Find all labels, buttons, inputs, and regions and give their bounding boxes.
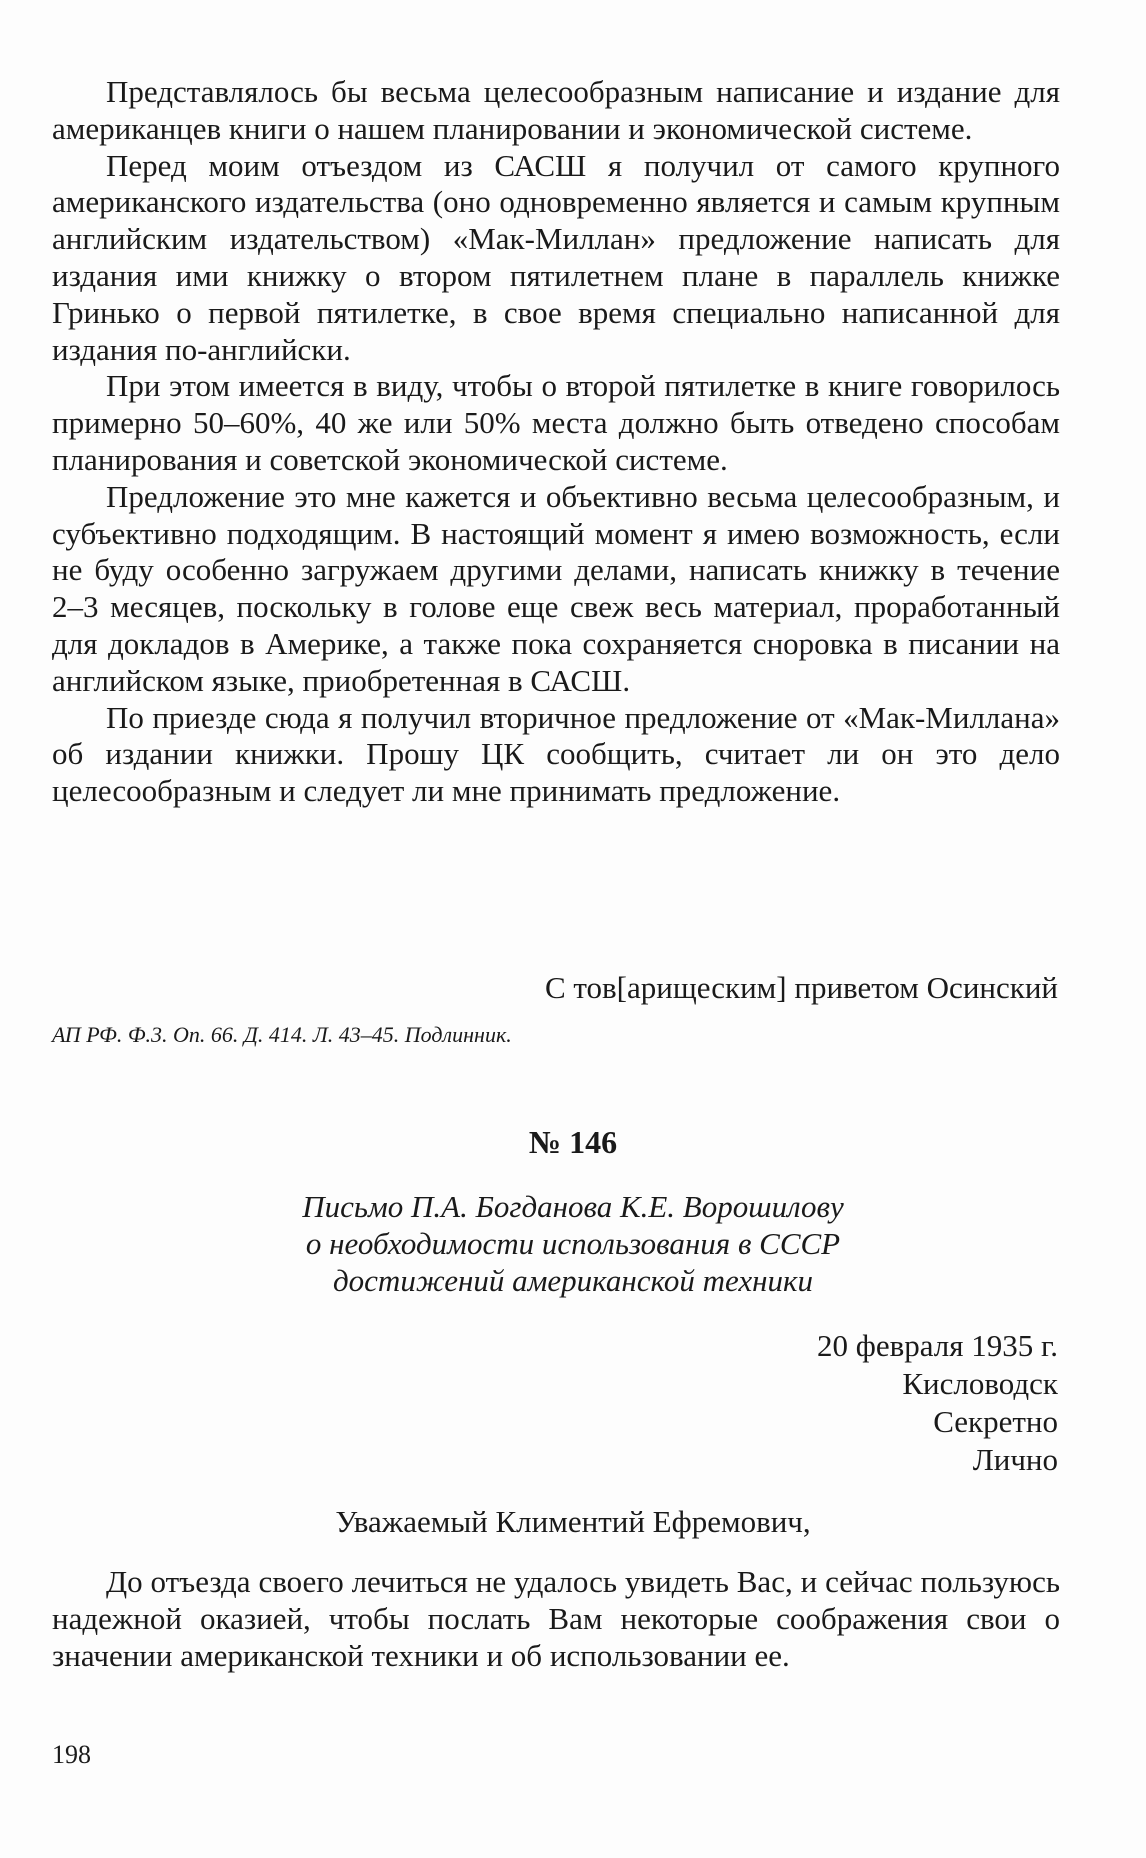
letter-paragraph-3: При этом имеется в виду, чтобы о второй пятилетке в книге говорилось примерно 50–60%, 40 же или 50% места должно быть отведено способам планирования и советской экономической системе. — [52, 368, 1060, 477]
letter-signature: С тов[арищеским] приветом Осинский — [544, 970, 1058, 1005]
letter-paragraph-4: Предложение это мне кажется и объективно весьма целесообразным, и субъективно подходящим. В настоящий момент я имею возможность, если не буду особенно загружаем другими делами, написать книжку в течение 2–3 месяцев, поскольку в голове еще свеж весь материал, проработанный для докладов в Америке, а также пока сохраняется сноровка в писании на английском языке, приобретенная в САСШ. — [52, 478, 1060, 698]
document-body — [52, 1564, 1060, 1674]
personal-stamp: Лично — [972, 1442, 1058, 1477]
letter-body — [52, 74, 1060, 810]
secret-stamp: Секретно — [933, 1404, 1058, 1439]
document-paragraph: До отъезда своего лечиться не удалось увидеть Вас, и сейчас пользуюсь надежной оказией, чтобы послать Вам некоторые соображения свои о значении американской техники и об использовании ее. — [52, 1564, 1060, 1673]
document-title-line: Письмо П.А. Богданова К.Е. Ворошилову — [302, 1189, 844, 1224]
page-number: 198 — [52, 1740, 91, 1769]
archive-source: АП РФ. Ф.3. Оп. 66. Д. 414. Л. 43–45. Подлинник. — [52, 1022, 512, 1047]
salutation: Уважаемый Климентий Ефремович, — [335, 1504, 811, 1539]
document-title — [0, 1188, 1146, 1299]
document-title-line: достижений американской техники — [332, 1263, 813, 1298]
document-title-line: о необходимости использования в СССР — [305, 1226, 841, 1261]
document-date: 20 февраля 1935 г. — [817, 1328, 1058, 1363]
document-place: Кисловодск — [902, 1366, 1058, 1401]
letter-paragraph-2: Перед моим отъездом из САСШ я получил от самого крупного американского издательства (оно одновременно является и самым крупным английским издательством) «Мак-Миллан» предложение написать для издания ими книжку о втором пятилетнем плане в параллель книжке Гринько о первой пятилетке, в свое время специально написанной для издания по-английски. — [52, 147, 1060, 367]
document-number: № 146 — [528, 1124, 618, 1160]
letter-paragraph-1: Представлялось бы весьма целесообразным написание и издание для американцев книги о нашем планировании и экономической системе. — [52, 74, 1060, 146]
letter-paragraph-5: По приезде сюда я получил вторичное предложение от «Мак-Миллана» об издании книжки. Прошу ЦК сообщить, считает ли он это дело целесообразным и следует ли мне принимать предложение. — [52, 699, 1060, 809]
